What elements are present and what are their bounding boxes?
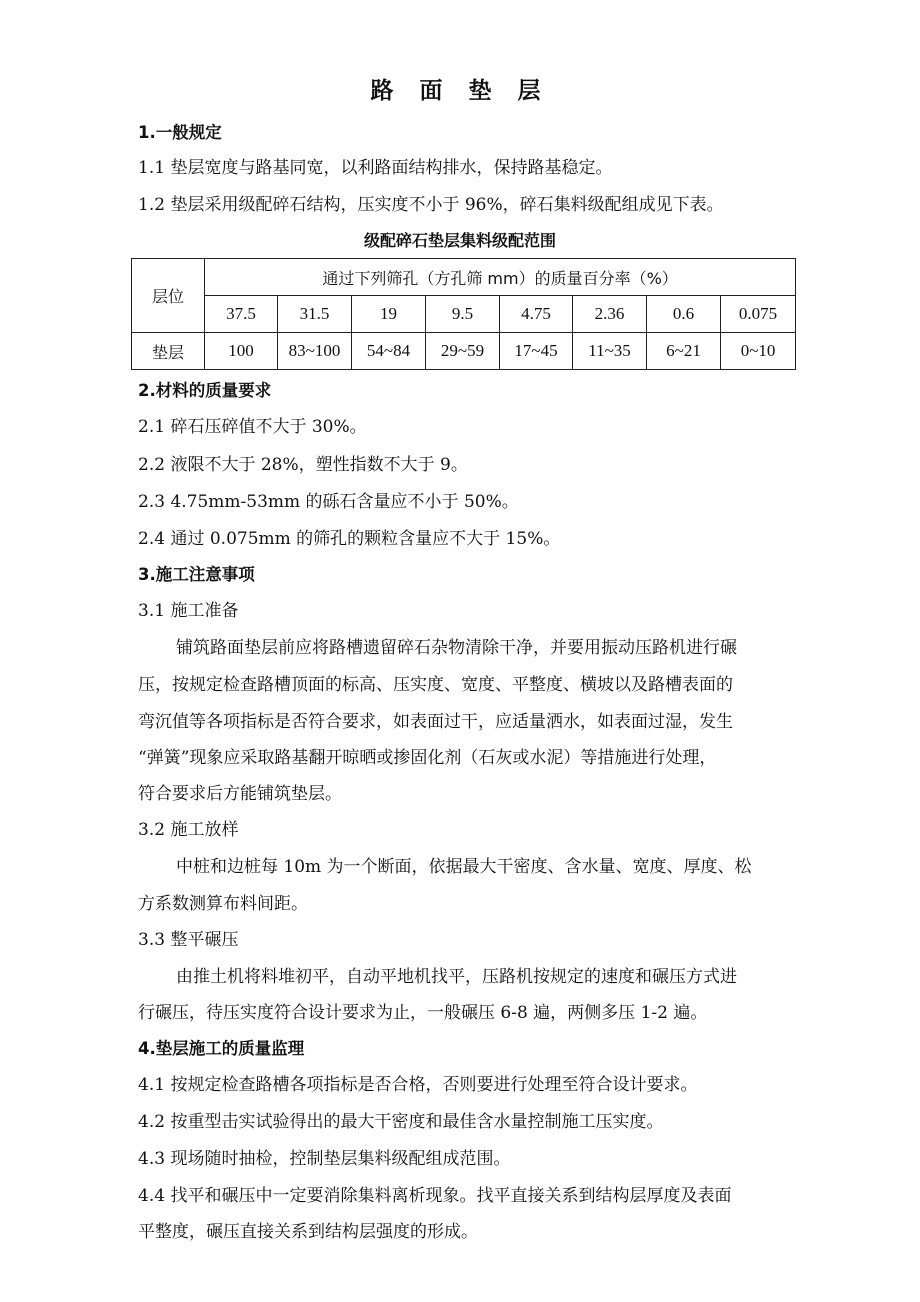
paragraph-2-1: 2.1 碎石压碎值不大于 30%。 <box>138 417 367 437</box>
paragraph-line: 铺筑路面垫层前应将路槽遗留碎石杂物清除干净，并要用振动压路机进行碾 <box>176 638 737 658</box>
table-row <box>132 333 796 370</box>
paragraph-line: 平整度，碾压直接关系到结构层强度的形成。 <box>138 1222 478 1242</box>
sieve-cell: 0.6 <box>647 296 721 333</box>
sieve-cell: 9.5 <box>426 296 500 333</box>
row-header-cell: 层位 <box>132 259 205 333</box>
value-cell: 0~10 <box>721 333 796 370</box>
value-cell: 11~35 <box>573 333 647 370</box>
value-cell: 29~59 <box>426 333 500 370</box>
sieve-cell: 19 <box>352 296 426 333</box>
sieve-cell: 31.5 <box>278 296 352 333</box>
paragraph-line: “弹簧”现象应采取路基翻开晾晒或掺固化剂（石灰或水泥）等措施进行处理， <box>138 748 717 768</box>
value-cell: 100 <box>205 333 278 370</box>
section-3-heading: 3.施工注意事项 <box>138 565 255 584</box>
paragraph-4-3: 4.3 现场随时抽检，控制垫层集料级配组成范围。 <box>138 1149 511 1169</box>
paragraph-4-1: 4.1 按规定检查路槽各项指标是否合格，否则要进行处理至符合设计要求。 <box>138 1075 698 1095</box>
value-cell: 17~45 <box>500 333 573 370</box>
sieve-cell: 0.075 <box>721 296 796 333</box>
section-4-heading: 4.垫层施工的质量监理 <box>138 1039 305 1058</box>
gradation-table <box>131 258 796 370</box>
sieve-cell: 37.5 <box>205 296 278 333</box>
paragraph-line: 中桩和边桩每 10m 为一个断面，依据最大干密度、含水量、宽度、厚度、松 <box>176 857 752 877</box>
paragraph-line: 符合要求后方能铺筑垫层。 <box>138 784 342 804</box>
paragraph-2-2: 2.2 液限不大于 28%，塑性指数不大于 9。 <box>138 455 468 475</box>
sieve-cell: 2.36 <box>573 296 647 333</box>
paragraph-2-3: 2.3 4.75mm-53mm 的砾石含量应不小于 50%。 <box>138 492 519 512</box>
paragraph-line: 压，按规定检查路槽顶面的标高、压实度、宽度、平整度、横坡以及路槽表面的 <box>138 675 733 695</box>
paragraph-1-2: 1.2 垫层采用级配碎石结构，压实度不小于 96%，碎石集料级配组成见下表。 <box>138 195 724 215</box>
span-header-cell: 通过下列筛孔（方孔筛 mm）的质量百分率（%） <box>205 259 796 296</box>
paragraph-line: 由推土机将料堆初平，自动平地机找平，压路机按规定的速度和碾压方式进 <box>176 967 737 987</box>
paragraph-4-2: 4.2 按重型击实试验得出的最大干密度和最佳含水量控制施工压实度。 <box>138 1112 664 1132</box>
subsection-3-2: 3.2 施工放样 <box>138 820 239 840</box>
value-cell: 54~84 <box>352 333 426 370</box>
row-label-cell: 垫层 <box>132 333 205 370</box>
table-caption: 级配碎石垫层集料级配范围 <box>363 231 556 250</box>
section-1-heading: 1.一般规定 <box>138 123 222 142</box>
subsection-3-3: 3.3 整平碾压 <box>138 930 239 950</box>
paragraph-2-4: 2.4 通过 0.075mm 的筛孔的颗粒含量应不大于 15%。 <box>138 529 561 549</box>
table-header-row <box>132 259 796 296</box>
paragraph-1-1: 1.1 垫层宽度与路基同宽，以利路面结构排水，保持路基稳定。 <box>138 158 613 178</box>
subsection-3-1: 3.1 施工准备 <box>138 601 239 621</box>
paragraph-line: 方系数测算布料间距。 <box>138 894 308 914</box>
value-cell: 83~100 <box>278 333 352 370</box>
value-cell: 6~21 <box>647 333 721 370</box>
paragraph-line: 弯沉值等各项指标是否符合要求，如表面过干，应适量洒水，如表面过湿，发生 <box>138 712 733 732</box>
paragraph-line: 行碾压，待压实度符合设计要求为止，一般碾压 6-8 遍，两侧多压 1-2 遍。 <box>138 1003 708 1023</box>
document-title: 路 面 垫 层 <box>370 78 550 104</box>
sieve-cell: 4.75 <box>500 296 573 333</box>
paragraph-line: 4.4 找平和碾压中一定要消除集料离析现象。找平直接关系到结构层厚度及表面 <box>138 1186 732 1206</box>
section-2-heading: 2.材料的质量要求 <box>138 381 272 400</box>
sieve-size-row <box>132 296 796 333</box>
